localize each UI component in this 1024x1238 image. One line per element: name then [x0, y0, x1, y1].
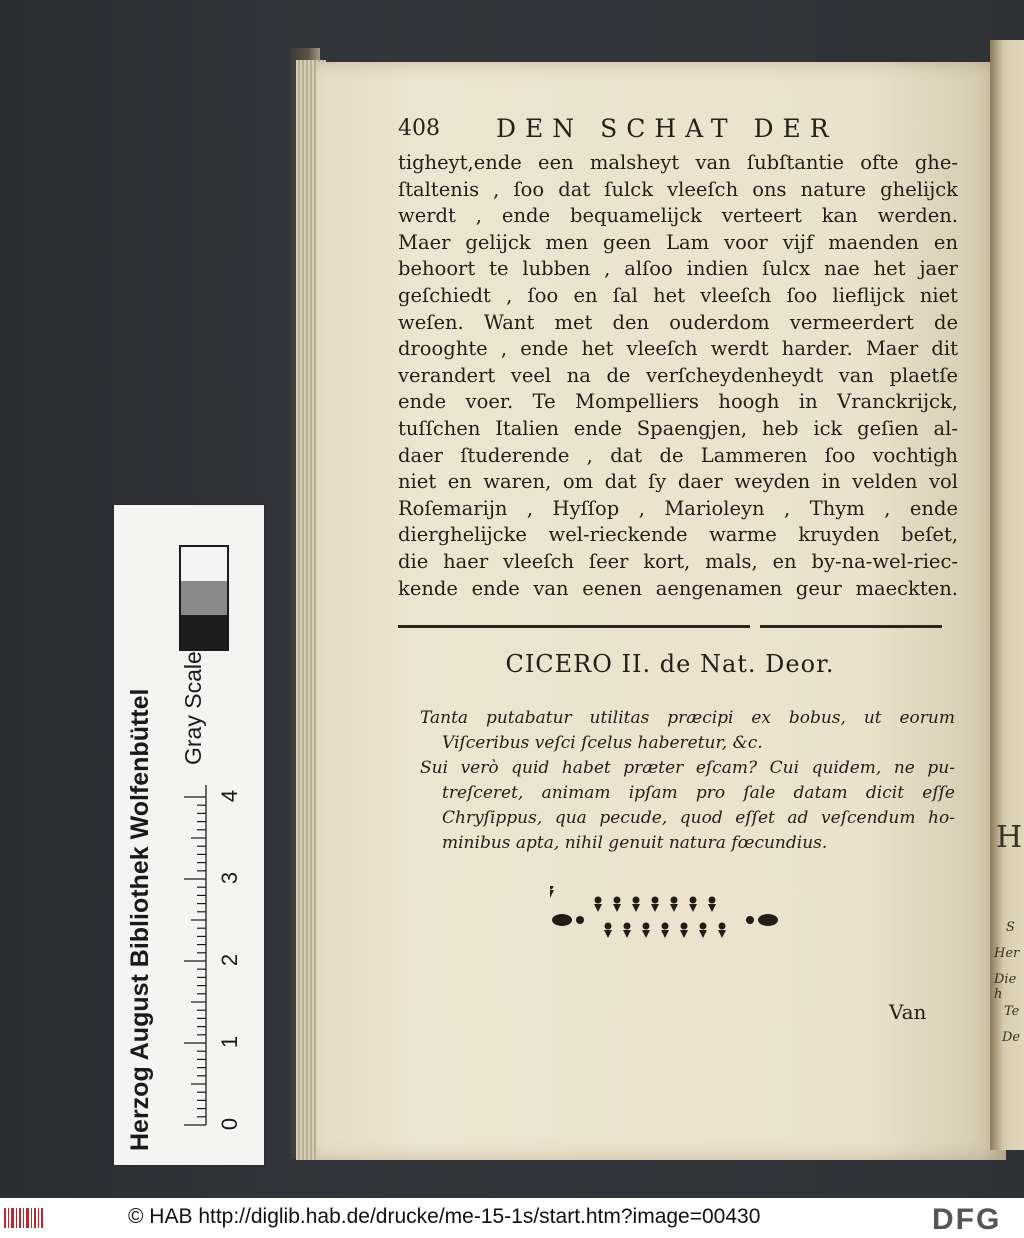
adjacent-book-fragment: Her: [994, 946, 1020, 961]
text-line: daer ſtuderende , dat de Lammeren ſoo vochtigh: [398, 443, 958, 467]
text-line: die haer vleeſch ſeer kort, mals, en by-na-wel-riec-: [398, 549, 958, 573]
ruler-number: 4: [217, 789, 243, 803]
running-head: [398, 112, 958, 148]
library-name-label: Herzog August Bibliothek Wolfenbüttel: [126, 688, 154, 1151]
text-line: verandert veel na de verſcheydenheydt van plaetſe: [398, 363, 958, 387]
ruler-number: 0: [217, 1117, 243, 1131]
adjacent-book-fragment: Te: [1004, 1004, 1020, 1019]
reference-card: [114, 505, 264, 1165]
text-line: tigheyt,ende een malsheyt van ſubſtantie ofte ghe-: [398, 151, 958, 174]
section-rule: [760, 625, 942, 628]
text-line: kende ende van eenen aengenamen geur maeckten.: [398, 576, 958, 600]
section-rule: [398, 625, 750, 628]
ruler-number: 1: [217, 1035, 243, 1049]
latin-line: Sui verò quid habet præter eſcam? Cui quidem, ne pu-: [420, 758, 955, 778]
text-line: Maer gelijck men geen Lam voor vijf maenden en: [398, 230, 958, 254]
citation-title: CICERO II. de Nat. Deor.: [505, 650, 835, 678]
latin-line: treſceret, animam ipſam pro ſale datam dicit eſſe: [442, 783, 955, 803]
text-line: niet en waren, om dat ſy daer weyden in velden vol: [398, 470, 958, 494]
gray-swatch-white: [181, 547, 227, 581]
adjacent-book-fragment: Die h: [994, 972, 1017, 1002]
adjacent-book-fragment: De: [1002, 1030, 1021, 1045]
ruler-scale: [166, 765, 226, 1135]
text-line: dierghelijcke wel-rieckende warme kruyden beſet,: [398, 523, 958, 547]
gray-swatch-black: [181, 615, 227, 649]
body-text: [398, 150, 958, 602]
latin-quotation: [420, 706, 955, 856]
barcode-icon[interactable]: [4, 1205, 44, 1231]
viewer-footer: [0, 1198, 1024, 1238]
text-line: tuſſchen Italien ende Spaengjen, heb ick geſien al-: [398, 416, 958, 440]
latin-line: Tanta putabatur utilitas præcipi ex bobus, ut eorum: [420, 708, 955, 728]
dfg-logo-icon: [932, 1204, 1018, 1232]
adjacent-book-fragment: H: [996, 820, 1023, 855]
adjacent-book-fragment: S: [1006, 920, 1015, 935]
catchword: Van: [889, 1000, 927, 1024]
latin-line: Chryſippus, qua pecude, quod eſſet ad veſcendum ho-: [442, 808, 955, 828]
text-line: geſchiedt , ſoo en ſal het vleeſch ſoo lieflijck niet: [398, 283, 958, 307]
text-line: Roſemarijn , Hyſſop , Marioleyn , Thym , ende: [398, 496, 958, 520]
text-line: werdt , ende bequamelijck verteert kan werden.: [398, 204, 958, 228]
adjacent-book: [990, 40, 1024, 1150]
text-line: ende voer. Te Mompelliers hoogh in Vranckrijck,: [398, 390, 958, 414]
gray-swatch-mid: [181, 581, 227, 615]
gray-scale-swatches: [179, 545, 229, 651]
copyright-url[interactable]: © HAB http://diglib.hab.de/drucke/me-15-1s/start.htm?image=00430: [128, 1205, 761, 1228]
ruler-number: 2: [217, 953, 243, 967]
text-line: behoort te lubben , alſoo indien ſulcx nae het jaer: [398, 257, 958, 281]
page-number: 408: [398, 116, 440, 141]
fleuron-ornament-icon: [550, 886, 780, 950]
running-head-title: DEN SCHAT DER: [496, 114, 838, 143]
ruler-number: 3: [217, 871, 243, 885]
text-line: drooghte , ende het vleeſch werdt harder. Maer dit: [398, 337, 958, 361]
text-line: ſtaltenis , ſoo dat ſulck vleeſch ons nature ghelijck: [398, 177, 958, 201]
latin-line: minibus apta, nihil genuit natura fœcundius.: [442, 833, 828, 853]
gray-scale-label: Gray Scale: [180, 651, 206, 765]
dfg-logo-text: DFG: [932, 1204, 1002, 1232]
text-line: weſen. Want met den ouderdom vermeerdert de: [398, 310, 958, 334]
latin-line: Viſceribus veſci ſcelus haberetur, &c.: [442, 733, 763, 753]
